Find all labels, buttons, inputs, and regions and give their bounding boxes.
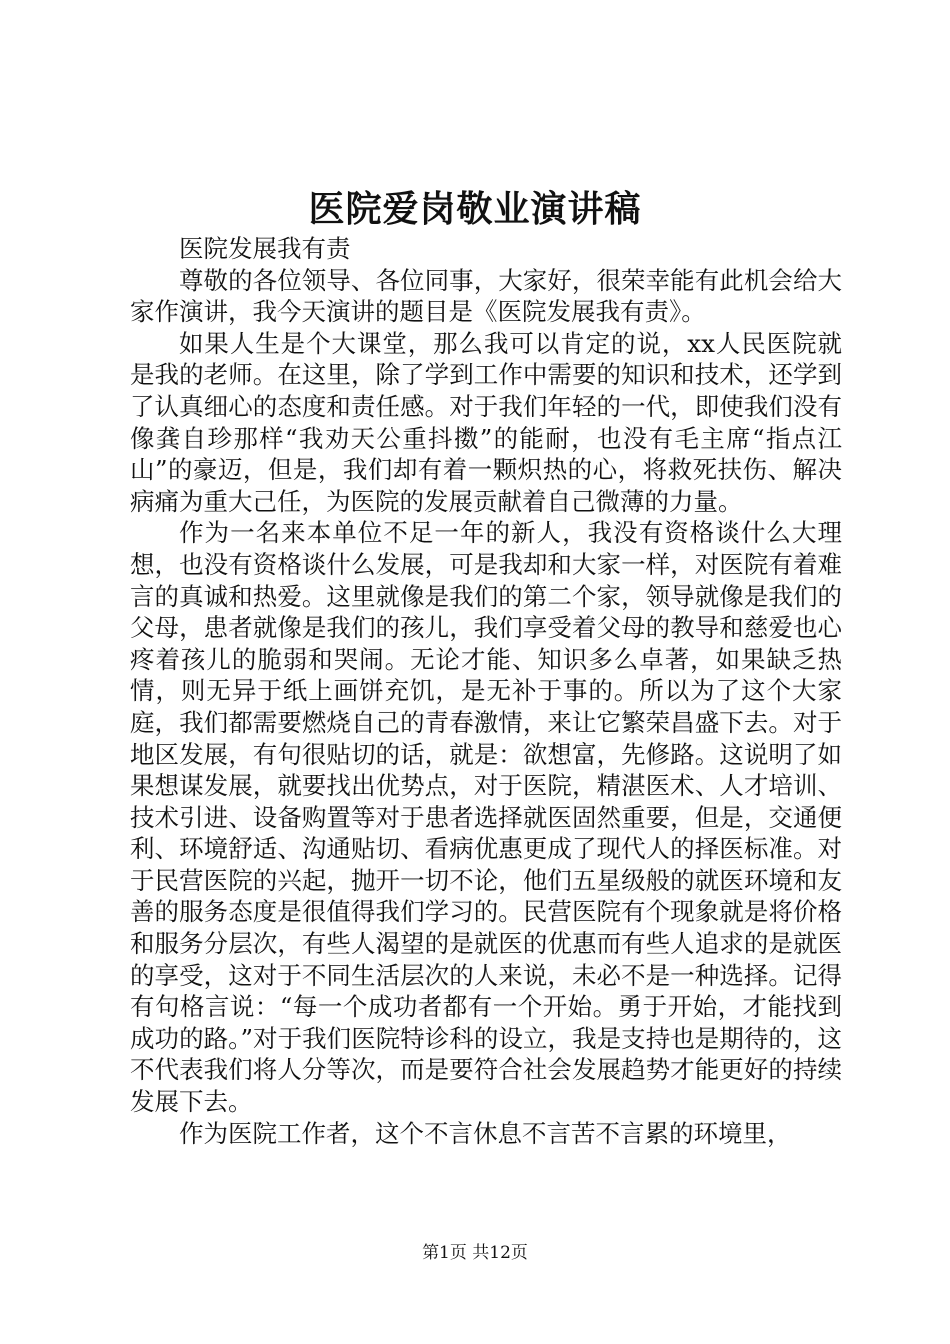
document-title: 医院爱岗敬业演讲稿 (308, 188, 642, 230)
document-body (130, 233, 842, 1149)
paragraph-greeting: 尊敬的各位领导、各位同事，大家好，很荣幸能有此机会给大家作演讲，我今天演讲的题目是《医院发展我有责》。 (130, 265, 842, 327)
paragraph-teacher: 如果人生是个大课堂，那么我可以肯定的说，xx人民医院就是我的老师。在这里，除了学到工作中需要的知识和技术，还学到了认真细心的态度和责任感。对于我们年轻的一代，即使我们没有像龚自珍那样“我劝天公重抖擞”的能耐，也没有毛主席“指点江山”的豪迈，但是，我们却有着一颗炽热的心，将救死扶伤、解决病痛为重大己任，为医院的发展贡献着自己微薄的力量。 (130, 328, 842, 516)
paragraph-worker: 作为医院工作者，这个不言休息不言苦不言累的环境里， (179, 1118, 792, 1148)
paragraph-subtitle: 医院发展我有责 (179, 234, 351, 263)
paragraph-newcomer: 作为一名来本单位不足一年的新人，我没有资格谈什么大理想，也没有资格谈什么发展，可是我却和大家一样，对医院有着难言的真诚和热爱。这里就像是我们的第二个家，领导就像是我们的父母，患者就像是我们的孩儿，我们享受着父母的教导和慈爱也心疼着孩儿的脆弱和哭闹。无论才能、知识多么卓著，如果缺乏热情，则无异于纸上画饼充饥，是无补于事的。所以为了这个大家庭，我们都需要燃烧自己的青春激情，来让它繁荣昌盛下去。对于地区发展，有句很贴切的话，就是：欲想富，先修路。这说明了如果想谋发展，就要找出优势点，对于医院，精湛医术、人才培训、技术引进、设备购置等对于患者选择就医固然重要，但是，交通便利、环境舒适、沟通贴切、看病优惠更成了现代人的择医标准。对于民营医院的兴起，抛开一切不论，他们五星级般的就医环境和友善的服务态度是很值得我们学习的。民营医院有个现象就是将价格和服务分层次，有些人渴望的是就医的优惠而有些人追求的是就医的享受，这对于不同生活层次的人来说，未必不是一种选择。记得有句格言说：“每一个成功者都有一个开始。勇于开始，才能找到成功的路。”对于我们医院特诊科的设立，我是支持也是期待的，这不代表我们将人分等次，而是要符合社会发展趋势才能更好的持续发展下去。 (130, 518, 842, 1117)
page-footer: 第1页 共12页 (422, 1243, 528, 1263)
